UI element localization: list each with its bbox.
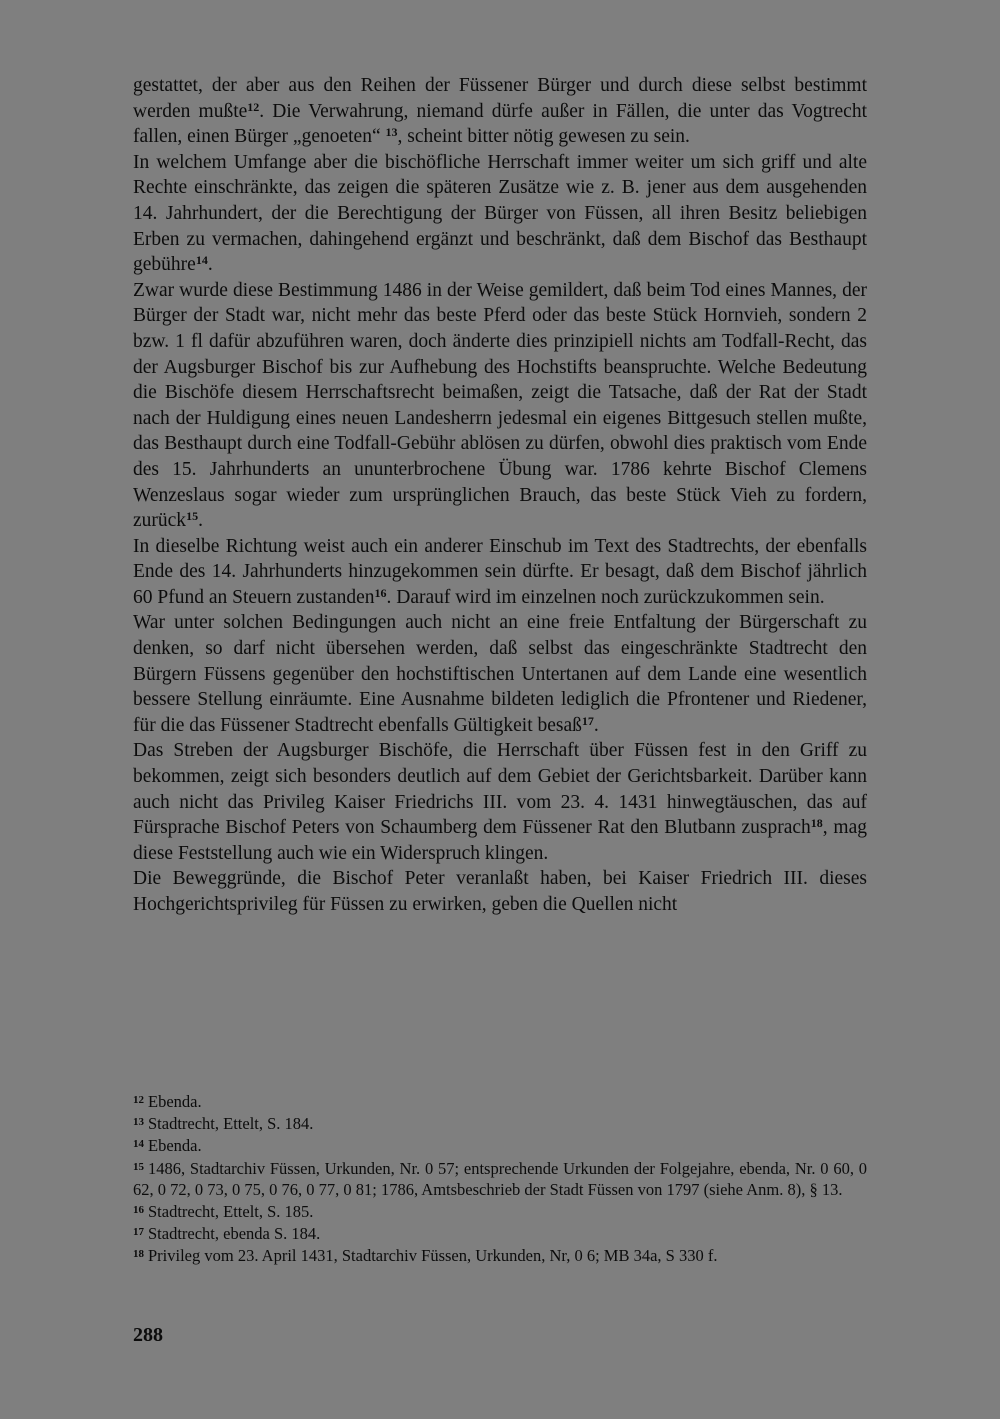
paragraph-6 [133,738,867,866]
paragraph-2 [133,150,867,278]
footnote-number: 12 [133,1094,144,1106]
paragraph-1 [133,73,867,150]
paragraph-4 [133,534,867,611]
footnote-text: Ebenda. [148,1136,202,1156]
paragraph-text: . Die Verwahrung, niemand dürfe außer in Fällen, die unter das Vogtrecht fallen, einen Bürger „genoeten“ [133,100,867,148]
paragraph-text: In welchem Umfange aber die bischöfliche Herrschaft immer weiter um sich griff und alte Rechte einschränkte, das zeigen die späteren Zusätze wie z. B. jener aus dem ausgehenden 14. Jahrhundert, der die Berechtigung der Bürger von Füssen, all ihren Besitz beliebigen Erben zu vermachen, dahingehend ergänzt und beschränkt, daß dem Bischof das Besthaupt gebühre [133,151,867,276]
footnote-text: Stadtrecht, ebenda S. 184. [148,1224,321,1244]
paragraph-text: Das Streben der Augsburger Bischöfe, die Herrschaft über Füssen fest in den Griff zu bekommen, zeigt sich besonders deutlich auf dem Gebiet der Gerichtsbarkeit. Darüber kann auch nicht das Privileg Kaiser Friedrichs III. vom 23. 4. 1431 hinwegtäuschen, das auf Fürsprache Bischof Peters von Schaumberg dem Füssener Rat den Blutbann zusprach [133,740,867,839]
footnote-text: Stadtrecht, Ettelt, S. 184. [148,1114,314,1134]
footnote-number: 15 [133,1160,144,1173]
paragraph-text: Die Beweggründe, die Bischof Peter veranlaßt haben, bei Kaiser Friedrich III. dieses Hochgerichtsprivileg für Füssen zu erwirken, geben die Quellen nicht [133,868,867,915]
paragraph-3 [133,278,867,534]
footnote-15 [133,1157,867,1200]
paragraph-text: . [593,714,599,736]
body-text [133,73,867,918]
footnote-14 [133,1134,867,1156]
footnote-13 [133,1112,867,1134]
paragraph-text: Zwar wurde diese Bestimmung 1486 in der Weise gemildert, daß beim Tod eines Mannes, der Bürger der Stadt war, nicht mehr das beste Pferd oder das beste Stück Hornvieh, sondern 2 bzw. 1 fl dafür abzuführen waren, doch änderte dies prinzipiell nichts am Todfall-Recht, das der Augsburger Bischof bis zur Aufhebung des Hochstifts beanspruchte. Welche Bedeutung die Bischöfe diesem Herrschaftsrecht beimaßen, zeigt die Tatsache, daß der Rat der Stadt nach der Huldigung eines neuen Landesherrn jedesmal ein eigenes Bittgesuch stellen mußte, das Besthaupt durch eine Todfall-Gebühr ablösen zu dürfen, obwohl dies praktisch vom Ende des 15. Jahrhunderts an ununterbrochene Übung war. 1786 kehrte Bischof Clemens Wenzeslaus sogar wieder zum ursprünglichen Brauch, das beste Stück Vieh zu fordern, zurück [133,279,867,532]
footnote-ref-18[interactable]: 18 [810,816,823,831]
paragraph-7 [133,866,867,917]
footnote-12 [133,1090,867,1112]
footnote-number: 13 [133,1116,144,1129]
footnote-text: Privileg vom 23. April 1431, Stadtarchiv Füssen, Urkunden, Nr, 0 6; MB 34a, S 330 f. [148,1246,718,1266]
page-number: 288 [133,1324,163,1346]
footnote-number: 14 [133,1138,144,1151]
footnote-number: 18 [133,1248,144,1261]
footnote-18 [133,1244,867,1266]
footnote-text: 1486, Stadtarchiv Füssen, Urkunden, Nr. 0 57; entsprechende Urkunden der Folgejahre, ebenda, Nr. 0 60, 0 62, 0 72, 0 73, 0 75, 0 76, 0 77, 0 81; 1786, Amtsbeschrieb der Stadt Füssen von 1797 (siehe Anm. 8), § 13. [133,1158,867,1199]
footnote-ref-14[interactable]: 14 [195,253,208,268]
footnote-ref-13[interactable]: 13 [385,125,398,140]
paragraph-text: , scheint bitter nötig gewesen zu sein. [397,126,690,148]
paragraph-text: gestattet, der aber aus den Reihen der Füssener Bürger und durch diese selbst bestimmt werden mußte [133,75,867,122]
footnote-16 [133,1200,867,1222]
footnote-ref-15[interactable]: 15 [186,509,199,524]
paragraph-5 [133,610,867,738]
paragraph-text: . [207,254,213,276]
footnote-text: Stadtrecht, Ettelt, S. 185. [148,1202,314,1222]
paragraph-text: . Darauf wird im einzelnen noch zurückzukommen sein. [386,586,825,608]
footnote-17 [133,1222,867,1244]
footnote-number: 16 [133,1204,144,1217]
footnote-ref-17[interactable]: 17 [581,713,594,728]
paragraph-text: War unter solchen Bedingungen auch nicht an eine freie Entfaltung der Bürgerschaft zu denken, so darf nicht übersehen werden, daß selbst das eingeschränkte Stadtrecht den Bürgern Füssens gegenüber den hochstiftischen Untertanen auf dem Lande eine wesentlich bessere Stellung einräumte. Eine Ausnahme bildeten lediglich die Pfrontener und Riedener, für die das Füssener Stadtrecht ebenfalls Gültigkeit besaß [133,612,867,736]
paragraph-text: . [198,510,203,532]
footnote-text: Ebenda. [148,1092,202,1111]
footnote-ref-12[interactable]: 12 [247,99,260,114]
paragraph-text: , mag diese Feststellung auch wie ein Widerspruch klingen. [133,817,867,864]
paragraph-text: In dieselbe Richtung weist auch ein anderer Einschub im Text des Stadtrechts, der ebenfalls Ende des 14. Jahrhunderts hinzugekommen sein dürfte. Er besagt, daß dem Bischof jährlich 60 Pfund an Steuern zustanden [133,535,867,608]
footnotes [133,1090,867,1267]
footnote-ref-16[interactable]: 16 [374,585,387,600]
footnote-number: 17 [133,1226,144,1239]
